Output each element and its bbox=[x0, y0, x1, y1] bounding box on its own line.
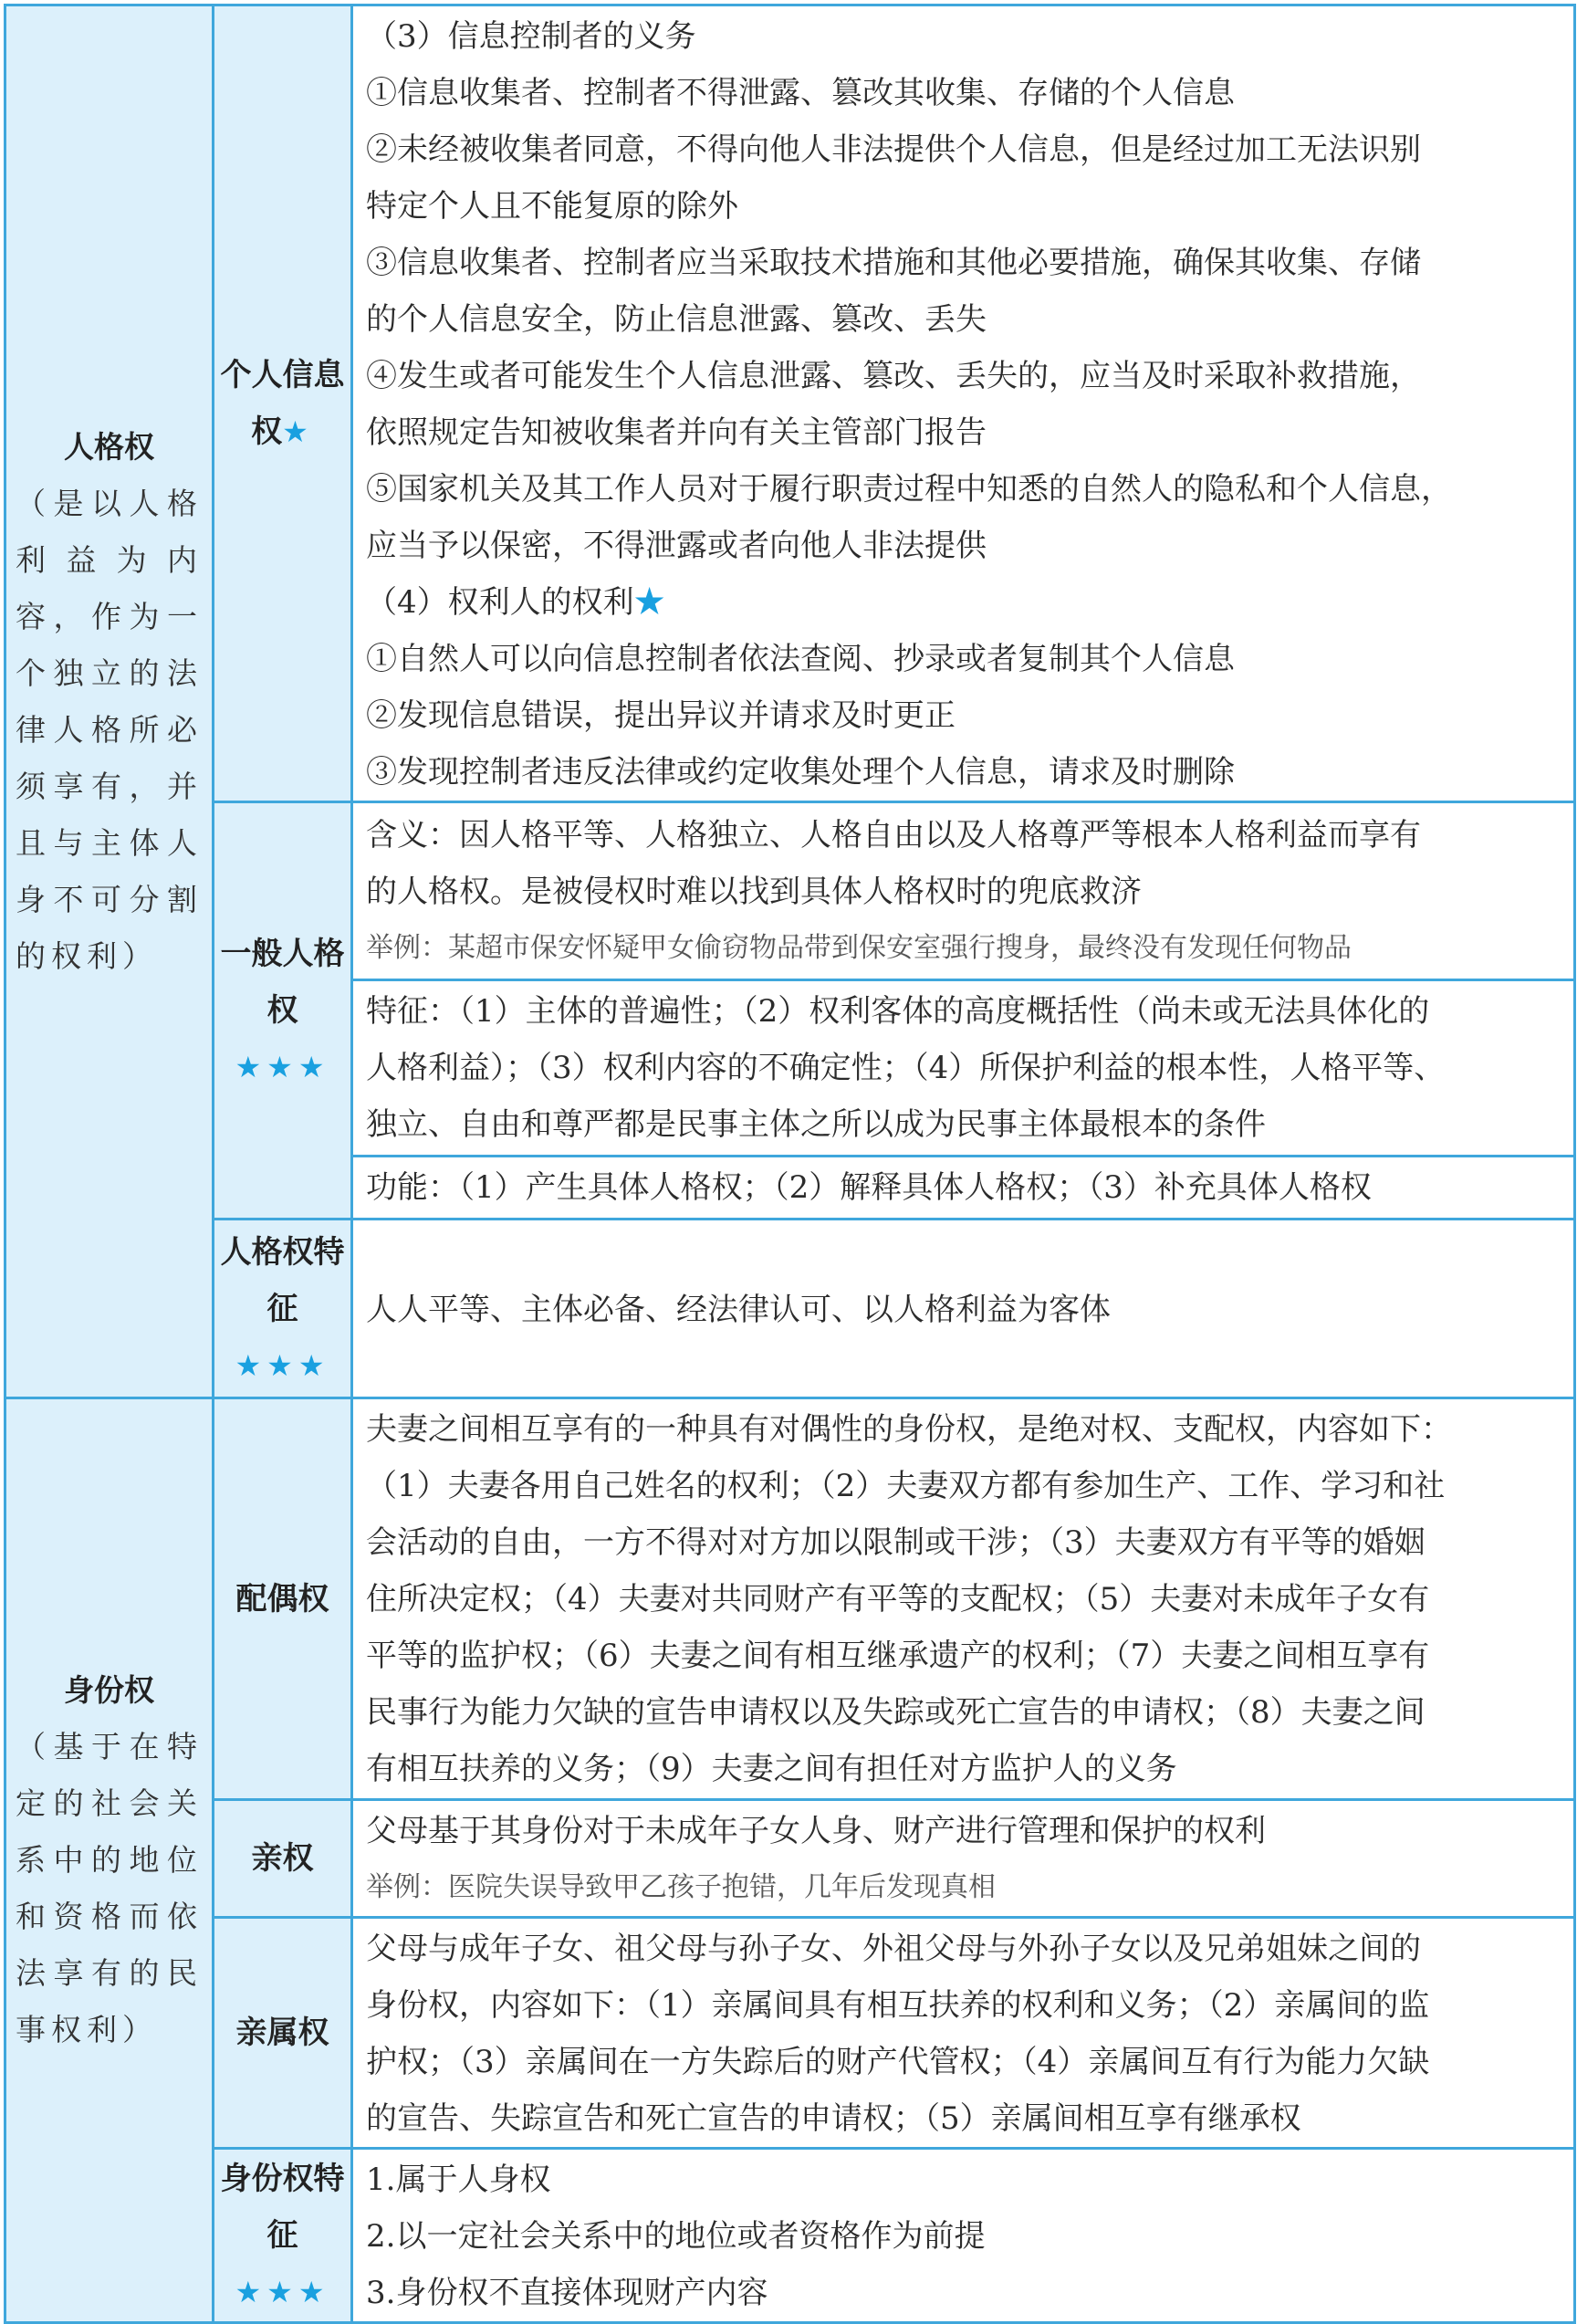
text-line: ②未经被收集者同意，不得向他人非法提供个人信息，但是经过加工无法识别 bbox=[366, 131, 1421, 168]
subcategory-identity-features bbox=[214, 2149, 352, 2323]
stars-icon: ★★★ bbox=[235, 1347, 330, 1383]
row-info-right bbox=[5, 5, 1575, 802]
text-line: ⑤国家机关及其工作人员对于履行职责过程中知悉的自然人的隐私和个人信息， bbox=[366, 471, 1452, 508]
subcategory-label: 亲属权 bbox=[235, 2015, 329, 2051]
text-line: 功能：（1）产生具体人格权；（2）解释具体人格权；（3）补充具体人格权 bbox=[366, 1169, 1372, 1206]
subcategory-personality-features bbox=[214, 1220, 352, 1398]
example-line: 举例：医院失误导致甲乙孩子抱错，几年后发现真相 bbox=[366, 1871, 996, 1903]
subcategory-kinship bbox=[214, 1918, 352, 2149]
text-line: 特征：（1）主体的普遍性；（2）权利客体的高度概括性（尚未或无法具体化的 bbox=[366, 993, 1430, 1030]
meaning-block bbox=[353, 805, 1573, 981]
row-general-right bbox=[5, 802, 1575, 1220]
subcategory-general-right bbox=[214, 802, 352, 1220]
text-line: 依照规定告知被收集者并向有关主管部门报告 bbox=[366, 414, 987, 451]
star-icon: ★ bbox=[633, 584, 665, 621]
category-title: 身份权 bbox=[64, 1672, 154, 1708]
content-personality-features bbox=[352, 1220, 1575, 1398]
text-line: 住所决定权；（4）夫妻对共同财产有平等的支配权；（5）夫妻对未成年子女有 bbox=[366, 1581, 1430, 1617]
content-parental bbox=[352, 1800, 1575, 1918]
row-parental-right bbox=[5, 1800, 1575, 1918]
example-line: 举例：某超市保安怀疑甲女偷窃物品带到保安室强行搜身，最终没有发现任何物品 bbox=[366, 932, 1352, 964]
text-line: 独立、自由和尊严都是民事主体之所以成为民事主体最根本的条件 bbox=[366, 1106, 1266, 1143]
content-identity-features bbox=[352, 2149, 1575, 2323]
category-title: 人格权 bbox=[64, 428, 154, 465]
stars-icon: ★★★ bbox=[235, 2275, 330, 2309]
subcategory-info-right bbox=[214, 5, 352, 802]
text-line: 含义：因人格平等、人格独立、人格自由以及人格尊严等根本人格利益而享有 bbox=[366, 817, 1421, 853]
text-line: ①自然人可以向信息控制者依法查阅、抄录或者复制其个人信息 bbox=[366, 641, 1235, 677]
text-line: 护权；（3）亲属间在一方失踪后的财产代管权；（4）亲属间互有行为能力欠缺 bbox=[366, 2044, 1430, 2080]
text-line: （1）夫妻各用自己姓名的权利；（2）夫妻双方都有参加生产、工作、学习和社 bbox=[366, 1468, 1446, 1504]
subcategory-label: 人格权特征 bbox=[220, 1233, 345, 1327]
subcategory-label: 配偶权 bbox=[235, 1580, 329, 1617]
category-identity bbox=[5, 1398, 214, 2323]
subcategory-label: 身份权特征 bbox=[220, 2161, 345, 2254]
text-line: ②发现信息错误，提出异议并请求及时更正 bbox=[366, 697, 956, 734]
rights-table bbox=[4, 4, 1576, 2324]
text-line: 特定个人且不能复原的除外 bbox=[366, 188, 738, 225]
text-line: 3.身份权不直接体现财产内容 bbox=[366, 2275, 768, 2311]
rights-heading bbox=[366, 574, 1562, 631]
text-line: 夫妻之间相互享有的一种具有对偶性的身份权，是绝对权、支配权，内容如下： bbox=[366, 1411, 1452, 1448]
star-icon: ★ bbox=[282, 414, 314, 449]
text-line: 2.以一定社会关系中的地位或者资格作为前提 bbox=[366, 2218, 986, 2255]
text-line: 人人平等、主体必备、经法律认可、以人格利益为客体 bbox=[366, 1291, 1111, 1328]
subcategory-label: 一般人格权 bbox=[220, 936, 345, 1029]
row-personality-features bbox=[5, 1220, 1575, 1398]
category-description: （是以人格利益为内容，作为一个独立的法律人格所必须享有，并且与主体人身不可分割的权利） bbox=[16, 485, 203, 974]
subcategory-spouse bbox=[214, 1398, 352, 1800]
category-description: （基于在特定的社会关系中的地位和资格而依法享有的民事权利） bbox=[16, 1729, 203, 2047]
text-line: 父母基于其身份对于未成年子女人身、财产进行管理和保护的权利 bbox=[366, 1813, 1266, 1849]
feature-block bbox=[353, 981, 1573, 1157]
text-line: 会活动的自由，一方不得对对方加以限制或干涉；（3）夫妻双方有平等的婚姻 bbox=[366, 1524, 1426, 1561]
text-line: ①信息收集者、控制者不得泄露、篡改其收集、存储的个人信息 bbox=[366, 75, 1235, 111]
subcategory-parental bbox=[214, 1800, 352, 1918]
text-line: 父母与成年子女、祖父母与孙子女、外祖父母与外孙子女以及兄弟姐妹之间的 bbox=[366, 1931, 1421, 1967]
row-identity-features bbox=[5, 2149, 1575, 2323]
function-block bbox=[353, 1157, 1573, 1218]
text-line: ③信息收集者、控制者应当采取技术措施和其他必要措施，确保其收集、存储 bbox=[366, 245, 1421, 281]
text-line: （3）信息控制者的义务 bbox=[366, 18, 696, 55]
row-kinship-right bbox=[5, 1918, 1575, 2149]
text-line: 平等的监护权；（6）夫妻之间有相互继承遗产的权利；（7）夫妻之间相互享有 bbox=[366, 1638, 1430, 1674]
text-line: 民事行为能力欠缺的宣告申请权以及失踪或死亡宣告的申请权；（8）夫妻之间 bbox=[366, 1694, 1426, 1731]
stars-icon: ★★★ bbox=[235, 1050, 330, 1084]
text-line: 有相互扶养的义务；（9）夫妻之间有担任对方监护人的义务 bbox=[366, 1751, 1177, 1787]
content-kinship bbox=[352, 1918, 1575, 2149]
text-line: ④发生或者可能发生个人信息泄露、篡改、丢失的，应当及时采取补救措施， bbox=[366, 358, 1421, 394]
content-spouse bbox=[352, 1398, 1575, 1800]
text-line: 1.属于人身权 bbox=[366, 2162, 551, 2198]
text-line: 应当予以保密，不得泄露或者向他人非法提供 bbox=[366, 528, 987, 564]
content-general-right bbox=[352, 802, 1575, 1220]
category-personality bbox=[5, 5, 214, 1398]
row-spouse-right bbox=[5, 1398, 1575, 1800]
text-line: 人格利益）；（3）权利内容的不确定性；（4）所保护利益的根本性，人格平等、 bbox=[366, 1050, 1446, 1086]
subcategory-label: 亲权 bbox=[251, 1840, 314, 1877]
text-line: 身份权，内容如下：（1）亲属间具有相互扶养的权利和义务；（2）亲属间的监 bbox=[366, 1987, 1430, 2024]
content-info-right bbox=[352, 5, 1575, 802]
text-line: 的个人信息安全，防止信息泄露、篡改、丢失 bbox=[366, 301, 987, 338]
text-line: 的人格权。是被侵权时难以找到具体人格权时的兜底救济 bbox=[366, 874, 1142, 910]
rights-heading-text: （4）权利人的权利 bbox=[366, 584, 634, 621]
text-line: 的宣告、失踪宣告和死亡宣告的申请权；（5）亲属间相互享有继承权 bbox=[366, 2100, 1301, 2137]
text-line: ③发现控制者违反法律或约定收集处理个人信息，请求及时删除 bbox=[366, 754, 1235, 790]
subcategory-label: 个人信息权 bbox=[220, 357, 345, 450]
